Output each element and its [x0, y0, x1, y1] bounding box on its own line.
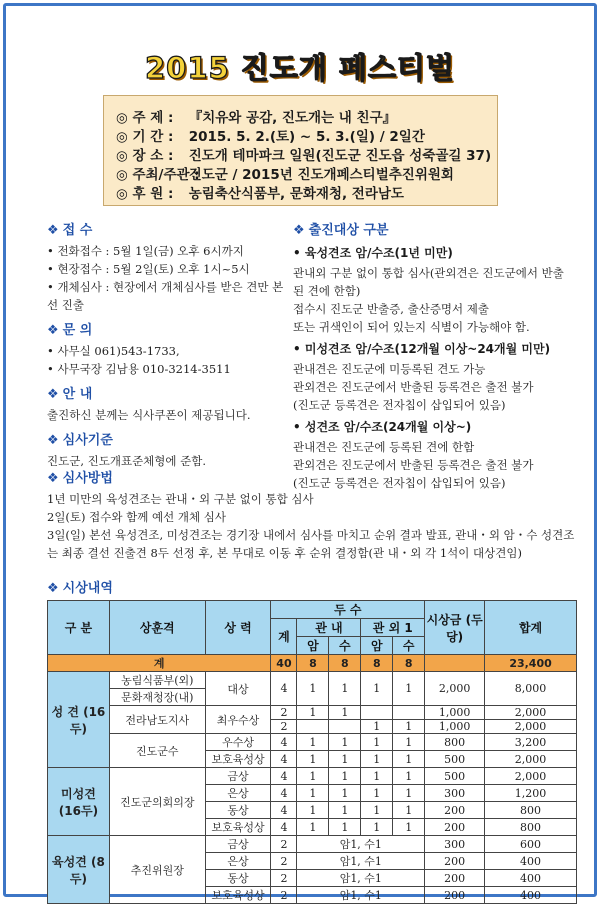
header-gubun: 구 분 [48, 601, 110, 655]
info-period: ◎ 기 간 : 2015. 5. 2.(토) ~ 5. 3.(일) / 2일간 [116, 129, 425, 145]
table-row: 보호육성상 4 1 1 1 1 500 2,000 [48, 751, 577, 768]
info-sponsor: ◎ 후 원 : 농림축산식품부, 문화재청, 전라남도 [116, 186, 404, 202]
reception-line: • 현장접수 : 5월 2일(토) 오후 1시~5시 [47, 262, 250, 276]
prize-table [47, 600, 577, 904]
notice-heading: ❖ 안 내 [47, 387, 93, 402]
table-row: 진도군수 우수상 4 1 1 1 1 800 3,200 [48, 734, 577, 751]
group-line: 관내견은 진도군에 미등록된 견도 가능 [293, 362, 486, 376]
total-row: 계 40 8 8 8 8 23,400 [48, 655, 577, 672]
table-row: 은상 4 1 1 1 1 300 1,200 [48, 785, 577, 802]
table-row: 은상 2 암1, 수1 200 400 [48, 853, 577, 870]
notice-line: 출진하신 분께는 식사쿠폰이 제공됩니다. [47, 408, 251, 422]
table-row: 동상 4 1 1 1 1 200 800 [48, 802, 577, 819]
table-row: 보호육성상 2 암1, 수1 200 400 [48, 887, 577, 904]
inquiry-line: • 사무국장 김남용 010-3214-3511 [47, 362, 231, 376]
criteria-line: 진도군, 진도개표준체형에 준함. [47, 454, 207, 468]
entry-category-heading: ❖ 출진대상 구분 [293, 223, 389, 238]
left-column [47, 222, 287, 470]
header-sum: 합계 [485, 601, 577, 655]
header-award: 상 력 [205, 601, 271, 655]
header-male: 수 [329, 637, 361, 655]
group-title: • 성견조 암/수조(24개월 이상~) [293, 420, 472, 434]
group-line: 또는 귀색인이 되어 있는지 식별이 가능해야 함. [293, 320, 530, 334]
table-row: 문화재청장(내) [48, 689, 577, 706]
group-line: 관외견은 진도군에서 반출된 등록견은 출전 불가 [293, 458, 534, 472]
group-line: (진도군 등록견은 전자칩이 삽입되어 있음) [293, 398, 506, 412]
group-title: • 육성견조 암/수조(1년 미만) [293, 246, 453, 260]
group-line: 관외견은 진도군에서 반출된 등록견은 출전 불가 [293, 380, 534, 394]
header-inside: 관 내 [297, 619, 361, 637]
table-row: 미성견 (16두) 진도군의회의장 금상 4 1 1 1 1 500 2,000 [48, 768, 577, 785]
table-row: 성 견 (16두) 농림식품부(외) 대상 4 1 1 1 1 2,000 8,000 [48, 672, 577, 689]
right-column [293, 222, 573, 492]
method-line: 2일(토) 접수와 함께 예선 개체 심사 [47, 510, 226, 524]
inquiry-heading: ❖ 문 의 [47, 323, 93, 338]
header-award-name: 상훈격 [109, 601, 205, 655]
header-count: 두 수 [271, 601, 425, 619]
header-female: 암 [297, 637, 329, 655]
header-money: 시상금 (두당) [425, 601, 485, 655]
header-female: 암 [361, 637, 393, 655]
inquiry-line: • 사무실 061)543-1733, [47, 344, 180, 358]
method-line: 1년 미만의 육성견조는 관내・외 구분 없이 통합 심사 [47, 492, 314, 506]
info-organizer: ◎ 주최/주관 : 진도군 / 2015년 진도개페스티벌추진위원회 [116, 167, 454, 183]
prize-heading: ❖ 시상내역 [47, 581, 113, 596]
page-title: 2015 진도개 페스티벌 [144, 51, 455, 85]
table-row: 보호육성상 4 1 1 1 1 200 800 [48, 819, 577, 836]
table-row: 2 1 1 1,000 2,000 [48, 720, 577, 734]
info-theme: ◎ 주 제 : 『치유와 공감, 진도개는 내 친구』 [116, 110, 397, 126]
reception-line: • 전화접수 : 5월 1일(금) 오후 6시까지 [47, 244, 244, 258]
reception-heading: ❖ 접 수 [47, 223, 93, 238]
method-heading: ❖ 심사방법 [47, 471, 113, 486]
group-label: 성 견 (16두) [48, 672, 110, 768]
table-row: 육성견 (8두) 추진위원장 금상 2 암1, 수1 300 600 [48, 836, 577, 853]
group-line: 관내견은 진도군에 등록된 견에 한함 [293, 440, 475, 454]
header-outside: 관 외 1 [361, 619, 425, 637]
info-venue: ◎ 장 소 : 진도개 테마파크 일원(진도군 진도읍 성죽골길 37) [116, 148, 492, 164]
event-info-box [103, 95, 498, 206]
method-line: 3일(일) 본선 육성견조, 미성견조는 경기장 내에서 심사를 마치고 순위 결과 발표, 관내・외 암・수 성견조는 최종 결선 진출견 8두 선정 후, 본 무대로 이동 후 순위 결정함(관 내・외 각 1석이 대상견임) [47, 528, 575, 560]
group-line: 접수시 진도군 반출증, 출산증명서 제출 [293, 302, 490, 316]
group-label: 육성견 (8두) [48, 836, 110, 904]
group-line: 관내외 구분 없이 통합 심사(관외견은 진도군에서 반출된 견에 한함) [293, 266, 564, 298]
criteria-heading: ❖ 심사기준 [47, 433, 113, 448]
header-total: 계 [271, 619, 297, 655]
prize-heading-wrap [47, 580, 113, 600]
reception-line: • 개체심사 : 현장에서 개체심사를 받은 견만 본선 진출 [47, 280, 284, 312]
group-label: 미성견 (16두) [48, 768, 110, 836]
header-male: 수 [393, 637, 425, 655]
table-row: 동상 2 암1, 수1 200 400 [48, 870, 577, 887]
group-title: • 미성견조 암/수조(12개월 이상~24개월 미만) [293, 342, 551, 356]
method-section [47, 470, 577, 562]
table-row: 전라남도지사 최우수상 2 1 1 1,000 2,000 [48, 706, 577, 720]
group-line: (진도군 등록견은 전자칩이 삽입되어 있음) [293, 476, 506, 490]
